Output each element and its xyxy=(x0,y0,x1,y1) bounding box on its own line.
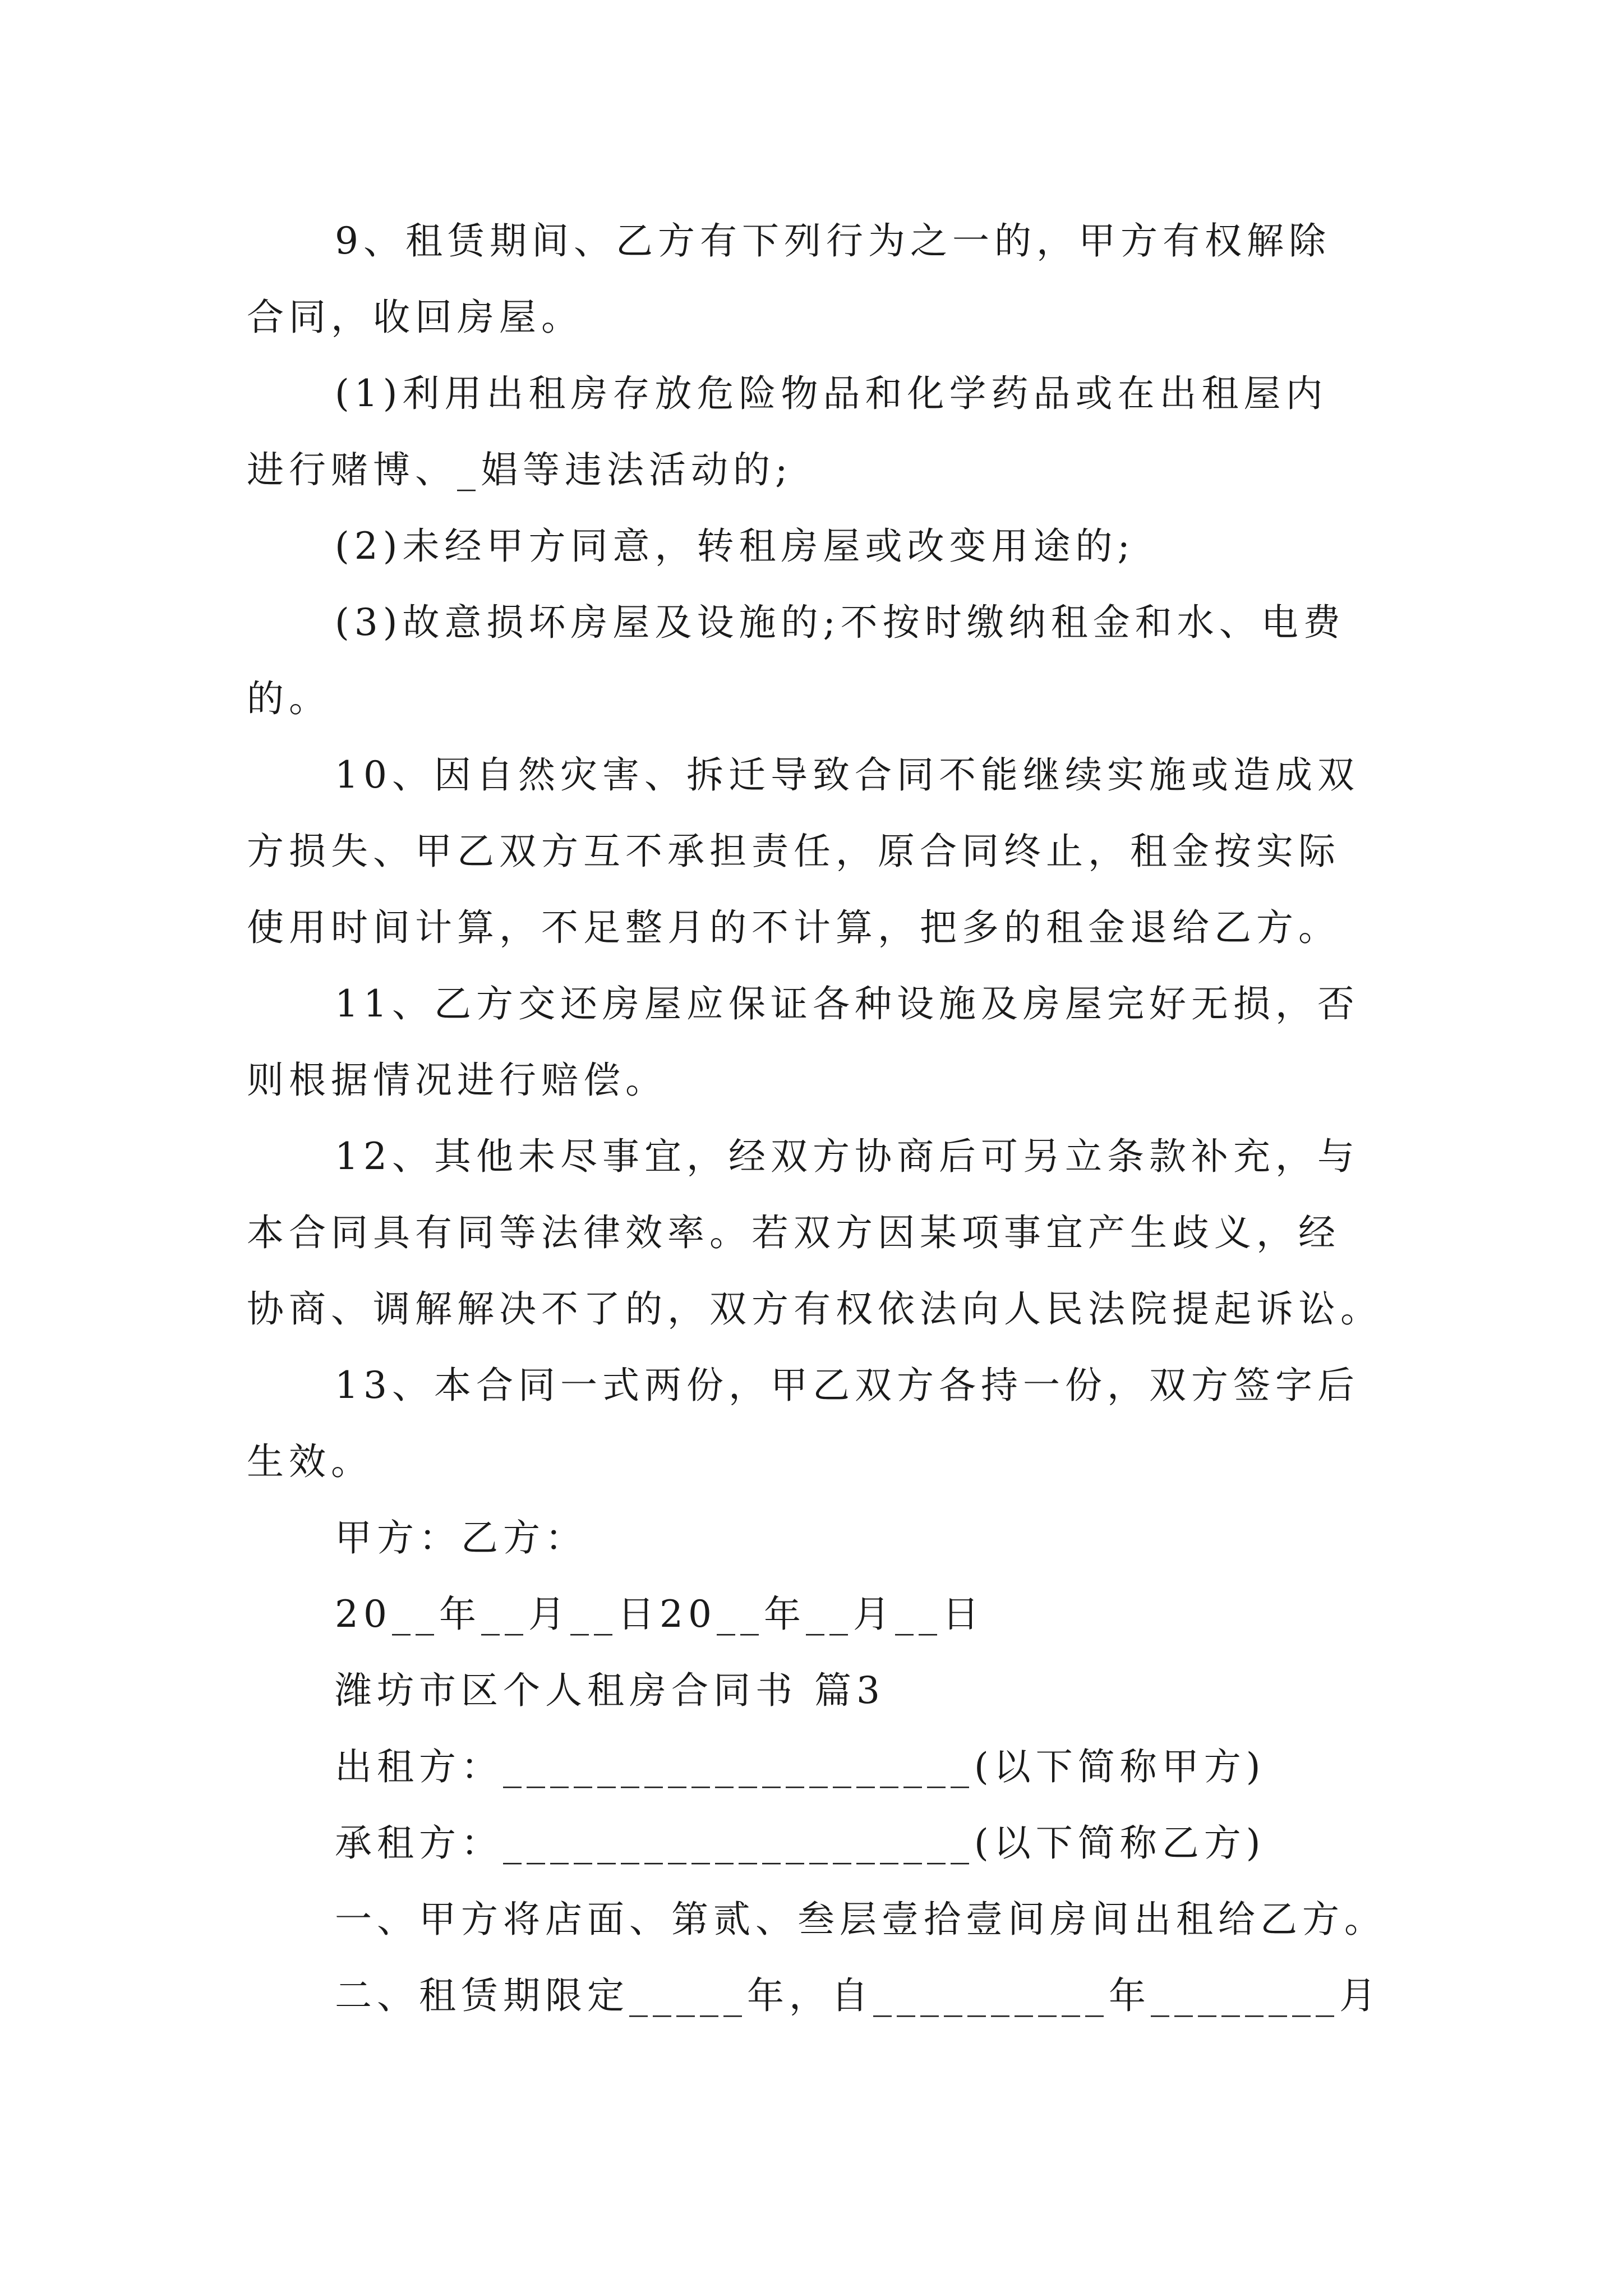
clause-13-line-1: 13、本合同一式两份，甲乙双方各持一份，双方签字后 xyxy=(335,1364,1359,1407)
clause-12-line-1: 12、其他未尽事宜，经双方协商后可另立条款补充，与 xyxy=(335,1135,1359,1178)
signature-dates: 20__年__月__日20__年__月__日 xyxy=(335,1593,984,1636)
clause-9-item-1-line-2: 进行赌博、_娼等违法活动的; xyxy=(247,448,793,491)
clause-11-line-2: 则根据情况进行赔偿。 xyxy=(247,1059,667,1102)
clause-10-line-3: 使用时间计算，不足整月的不计算，把多的租金退给乙方。 xyxy=(247,906,1340,949)
clause-10-line-2: 方损失、甲乙双方互不承担责任，原合同终止，租金按实际 xyxy=(247,830,1340,873)
clause-12-line-3: 协商、调解解决不了的，双方有权依法向人民法院提起诉讼。 xyxy=(247,1287,1382,1331)
signature-parties: 甲方：乙方： xyxy=(335,1516,587,1559)
article-2: 二、租赁期限定_____年，自__________年________月 xyxy=(335,1974,1381,2017)
lessee-field: 承租方：____________________(以下简称乙方) xyxy=(335,1821,1266,1865)
clause-10-line-1: 10、因自然灾害、拆迁导致合同不能继续实施或造成双 xyxy=(335,753,1359,797)
lessor-field: 出租方：____________________(以下简称甲方) xyxy=(335,1745,1266,1788)
clause-9-line-2: 合同，收回房屋。 xyxy=(247,296,583,339)
article-1: 一、甲方将店面、第贰、叁层壹拾壹间房间出租给乙方。 xyxy=(335,1898,1386,1941)
clause-12-line-2: 本合同具有同等法律效率。若双方因某项事宜产生歧义，经 xyxy=(247,1211,1340,1254)
clause-9-item-3-line-2: 的。 xyxy=(247,677,331,720)
section-heading: 潍坊市区个人租房合同书 篇3 xyxy=(335,1669,885,1712)
clause-9-item-1-line-1: (1)利用出租房存放危险物品和化学药品或在出租屋内 xyxy=(335,372,1328,415)
clause-9-item-3-line-1: (3)故意损坏房屋及设施的;不按时缴纳租金和水、电费 xyxy=(335,601,1345,644)
clause-9-line-1: 9、租赁期间、乙方有下列行为之一的，甲方有权解除 xyxy=(335,219,1331,263)
clause-11-line-1: 11、乙方交还房屋应保证各种设施及房屋完好无损，否 xyxy=(335,982,1359,1025)
clause-9-item-2: (2)未经甲方同意，转租房屋或改变用途的; xyxy=(335,524,1135,568)
clause-13-line-2: 生效。 xyxy=(247,1440,373,1483)
